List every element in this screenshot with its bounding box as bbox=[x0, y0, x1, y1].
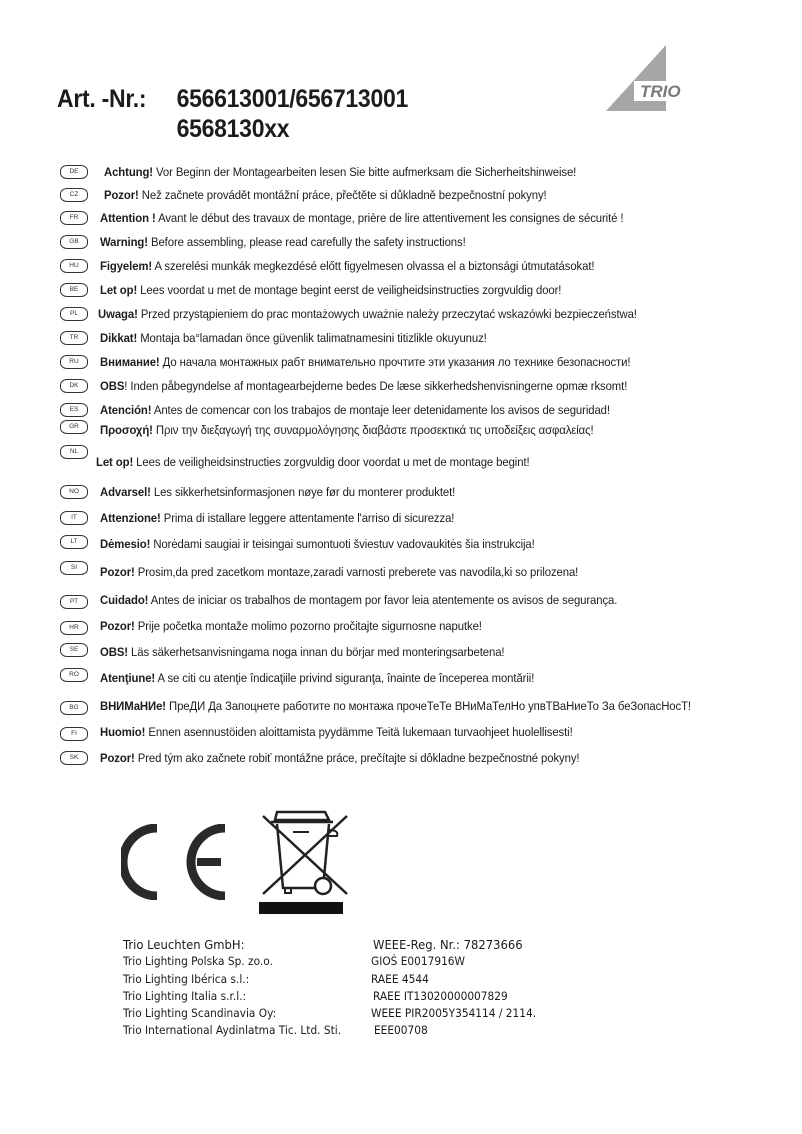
warning-title: ВНИМаНИе! bbox=[100, 699, 166, 713]
warning-body: Ennen asennustöiden aloittamista pyydämme Teitä lukemaan turvaohjeet huolellisesti! bbox=[145, 725, 573, 739]
warning-item-bg bbox=[60, 696, 735, 716]
warning-body: Πριν την διεξαγωγή της συναρμολόγησης διαβάστε προσεκτικά τις υποδείξεις ασφαλείας! bbox=[152, 423, 594, 437]
warning-item-lt bbox=[60, 534, 567, 554]
registration-number: RAEE IT13020000007829 bbox=[373, 988, 508, 1003]
registration-number: EEE00708 bbox=[374, 1023, 428, 1038]
registration-number: WEEE-Reg. Nr.: 78273666 bbox=[373, 937, 523, 952]
language-badge-hu: HU bbox=[60, 259, 88, 273]
warning-title: Pozor! bbox=[104, 188, 139, 202]
trio-logo-text: TRIO bbox=[640, 82, 681, 101]
warning-title: Dėmesio! bbox=[100, 537, 151, 551]
warning-title: Atenţiune! bbox=[100, 671, 156, 685]
warning-body: Antes de iniciar os trabalhos de montagem por favor leia atentemente os avisos de segurança. bbox=[148, 593, 618, 607]
warning-item-gb bbox=[60, 232, 493, 252]
warning-title: Let op! bbox=[100, 283, 138, 297]
warning-title: Dikkat! bbox=[100, 331, 138, 345]
warning-item-ru bbox=[60, 352, 670, 372]
warning-title: Huomio! bbox=[100, 725, 146, 739]
registration-number: WEEE PIR2005Y354114 / 2114. bbox=[371, 1006, 537, 1021]
warning-text bbox=[100, 211, 623, 225]
language-badge-be: BE bbox=[60, 283, 88, 297]
warning-body: Lees de veiligheidsinstructies zorgvuldig door voordat u met de montage begint! bbox=[133, 455, 530, 469]
company-name: Trio Lighting Polska Sp. zo.o. bbox=[123, 954, 273, 969]
language-badge-it: IT bbox=[60, 511, 88, 525]
warning-title: Achtung! bbox=[104, 165, 153, 179]
warning-title: Advarsel! bbox=[100, 485, 151, 499]
warning-text bbox=[100, 725, 573, 739]
warning-item-se bbox=[60, 642, 535, 662]
article-number-line-2 bbox=[57, 114, 408, 144]
language-badge-tr: TR bbox=[60, 331, 88, 345]
warning-text bbox=[100, 235, 466, 249]
warning-text bbox=[100, 511, 454, 525]
language-badge-lt: LT bbox=[60, 535, 88, 549]
warning-body: Pred tým ako začnete robiť montážne práce, prečítajte si dôkladne bezpečnostné pokyny! bbox=[134, 751, 580, 765]
warning-item-de bbox=[60, 162, 612, 182]
language-badge-pt: PT bbox=[60, 595, 88, 609]
warning-text bbox=[100, 751, 579, 765]
warning-item-fr bbox=[60, 208, 663, 228]
language-badge-bg: BG bbox=[60, 701, 88, 715]
company-name: Trio Lighting Ibérica s.l.: bbox=[123, 971, 250, 986]
language-badge-nl: NL bbox=[60, 445, 88, 459]
warning-text bbox=[100, 259, 594, 273]
warning-title: Προσοχή! bbox=[100, 423, 153, 437]
warning-text bbox=[100, 355, 630, 369]
warning-title: Pozor! bbox=[100, 751, 135, 765]
article-numbers-2: 6568130xx bbox=[176, 115, 290, 143]
warning-item-tr bbox=[60, 328, 516, 348]
article-number-label: Art. -Nr.: bbox=[57, 85, 147, 113]
warning-title: Attention ! bbox=[100, 211, 156, 225]
warning-text bbox=[96, 455, 530, 469]
warning-text bbox=[100, 593, 617, 607]
ce-mark-icon bbox=[121, 824, 231, 900]
language-badge-fr: FR bbox=[60, 211, 88, 225]
warning-title: OBS bbox=[100, 379, 125, 393]
warning-item-be bbox=[60, 280, 596, 300]
company-name: Trio Leuchten GmbH: bbox=[123, 937, 245, 952]
warning-text bbox=[100, 331, 487, 345]
warning-title: Uwaga! bbox=[98, 307, 138, 321]
language-badge-se: SE bbox=[60, 643, 88, 657]
warning-body: ! Inden påbegyndelse af montagearbejderne bedes De læse sikkerhedshenvisningerne opmæ rksomt! bbox=[124, 379, 628, 393]
warning-item-nl bbox=[60, 448, 562, 468]
trio-logo bbox=[604, 45, 694, 113]
warning-text bbox=[100, 485, 455, 499]
registration-number: RAEE 4544 bbox=[371, 971, 429, 986]
warning-item-pl bbox=[60, 304, 677, 324]
warning-title: Pozor! bbox=[100, 619, 135, 633]
warning-text bbox=[100, 645, 504, 659]
warning-item-hr bbox=[60, 616, 511, 636]
warning-item-no bbox=[60, 482, 482, 502]
weee-crossed-bin-icon bbox=[257, 804, 357, 916]
warning-title: Atención! bbox=[100, 403, 152, 417]
language-badge-gb: GB bbox=[60, 235, 88, 249]
warning-body: Vor Beginn der Montagearbeiten lesen Sie bitte aufmerksam die Sicherheitshinweise! bbox=[152, 165, 577, 179]
warning-text bbox=[100, 423, 594, 437]
warning-body: ПреДИ Да Запоцнете работите по монтажа прочеТеТе ВНиМаТелНо упвТВаНиеТо За беЗопасНосТ! bbox=[165, 699, 691, 713]
warning-item-pt bbox=[60, 590, 656, 610]
language-badge-pl: PL bbox=[60, 307, 88, 321]
warning-text bbox=[100, 619, 482, 633]
warning-text bbox=[100, 537, 535, 551]
warning-text bbox=[104, 165, 576, 179]
warning-body: Les sikkerhetsinformasjonen nøye før du monterer produktet! bbox=[150, 485, 456, 499]
company-name: Trio Lighting Italia s.r.l.: bbox=[123, 988, 247, 1003]
warning-item-hu bbox=[60, 256, 632, 276]
warning-body: Než začnete provádět montážní práce, přečtěte si důkladně bezpečnostní pokyny! bbox=[138, 188, 547, 202]
warning-title: OBS! bbox=[100, 645, 128, 659]
language-badge-es: ES bbox=[60, 403, 88, 417]
company-name: Trio International Aydinlatma Tic. Ltd. Sti. bbox=[123, 1023, 342, 1038]
registration-number: GIOŚ E0017916W bbox=[371, 954, 465, 969]
article-numbers: 656613001/656713001 bbox=[176, 85, 408, 113]
warning-title: Let op! bbox=[96, 455, 134, 469]
language-badge-sk: SK bbox=[60, 751, 88, 765]
article-number-header bbox=[57, 84, 439, 144]
warning-item-si bbox=[60, 562, 614, 582]
article-number-line-1 bbox=[57, 84, 408, 114]
warning-item-sk bbox=[60, 748, 616, 768]
warning-text bbox=[100, 565, 578, 579]
warning-body: A se citi cu atenţie îndicaţiile privind siguranţa, înainte de începerea montării! bbox=[155, 671, 535, 685]
warning-body: Avant le début des travaux de montage, prière de lire attentivement les consignes de sécurité ! bbox=[155, 211, 624, 225]
warning-title: Figyelem! bbox=[100, 259, 153, 273]
warning-item-ro bbox=[60, 668, 567, 688]
language-badge-no: NO bbox=[60, 485, 88, 499]
warning-body: Prima di istallare leggere attentamente l'arriso di sicurezza! bbox=[160, 511, 455, 525]
warning-item-es bbox=[60, 400, 648, 420]
language-badge-si: SI bbox=[60, 561, 88, 575]
warning-body: Przed przystąpieniem do prac montażowych uważnie należy przeczytać wskazówki bezpieczeństwa! bbox=[137, 307, 637, 321]
warning-title: Cuidado! bbox=[100, 593, 149, 607]
warning-text bbox=[100, 403, 610, 417]
warning-body: Before assembling, please read carefully the safety instructions! bbox=[147, 235, 466, 249]
warning-body: Prije početka montaže molimo pozorno pročitajte sigurnosne naputke! bbox=[134, 619, 482, 633]
warning-text bbox=[100, 699, 691, 713]
warning-text bbox=[98, 307, 637, 321]
language-badge-ru: RU bbox=[60, 355, 88, 369]
warning-body: A szerelési munkák megkezdésé előtt figyelmesen olvassa el a biztonsági útmutatásokat! bbox=[152, 259, 595, 273]
warning-item-gr bbox=[60, 420, 631, 440]
language-badge-de: DE bbox=[60, 165, 88, 179]
warning-body: Montaja ba°lamadan önce güvenlik talimatnamesini titizlikle okuyunuz! bbox=[137, 331, 487, 345]
warning-text bbox=[100, 379, 627, 393]
trio-triangle-icon bbox=[604, 45, 694, 113]
company-name: Trio Lighting Scandinavia Oy: bbox=[123, 1006, 277, 1021]
warning-title: Warning! bbox=[100, 235, 148, 249]
language-badge-gr: GR bbox=[60, 420, 88, 434]
warning-item-dk bbox=[60, 376, 667, 396]
warning-item-cz bbox=[60, 185, 580, 205]
warning-item-it bbox=[60, 508, 481, 528]
warning-body: Antes de comencar con los trabajos de montaje leer detenidamente los avisos de seguridad! bbox=[151, 403, 610, 417]
warning-body: Prosim,da pred zacetkom montaze,zaradi varnosti preberete vas navodila,ki so prilozena! bbox=[134, 565, 579, 579]
warning-text bbox=[100, 671, 534, 685]
language-badge-fi: FI bbox=[60, 727, 88, 741]
warning-text bbox=[104, 188, 547, 202]
warning-title: Внимание! bbox=[100, 355, 160, 369]
language-badge-ro: RO bbox=[60, 668, 88, 682]
warning-body: Läs säkerhetsanvisningama noga innan du börjar med monteringsarbetena! bbox=[127, 645, 505, 659]
warning-body: До начала монтажных рабт внимательно прочтите эти указания ло технике безопасности! bbox=[159, 355, 631, 369]
language-badge-dk: DK bbox=[60, 379, 88, 393]
language-badge-hr: HR bbox=[60, 621, 88, 635]
warning-body: Norėdami saugiai ir teisingai sumontuoti šviestuv vadovaukitės šia instrukcija! bbox=[150, 537, 535, 551]
warning-title: Attenzione! bbox=[100, 511, 161, 525]
warning-body: Lees voordat u met de montage begint eerst de veiligheidsinstructies zorgvuldig door! bbox=[137, 283, 562, 297]
warning-title: Pozor! bbox=[100, 565, 135, 579]
warning-item-fi bbox=[60, 722, 608, 742]
warning-text bbox=[100, 283, 561, 297]
language-badge-cz: CZ bbox=[60, 188, 88, 202]
